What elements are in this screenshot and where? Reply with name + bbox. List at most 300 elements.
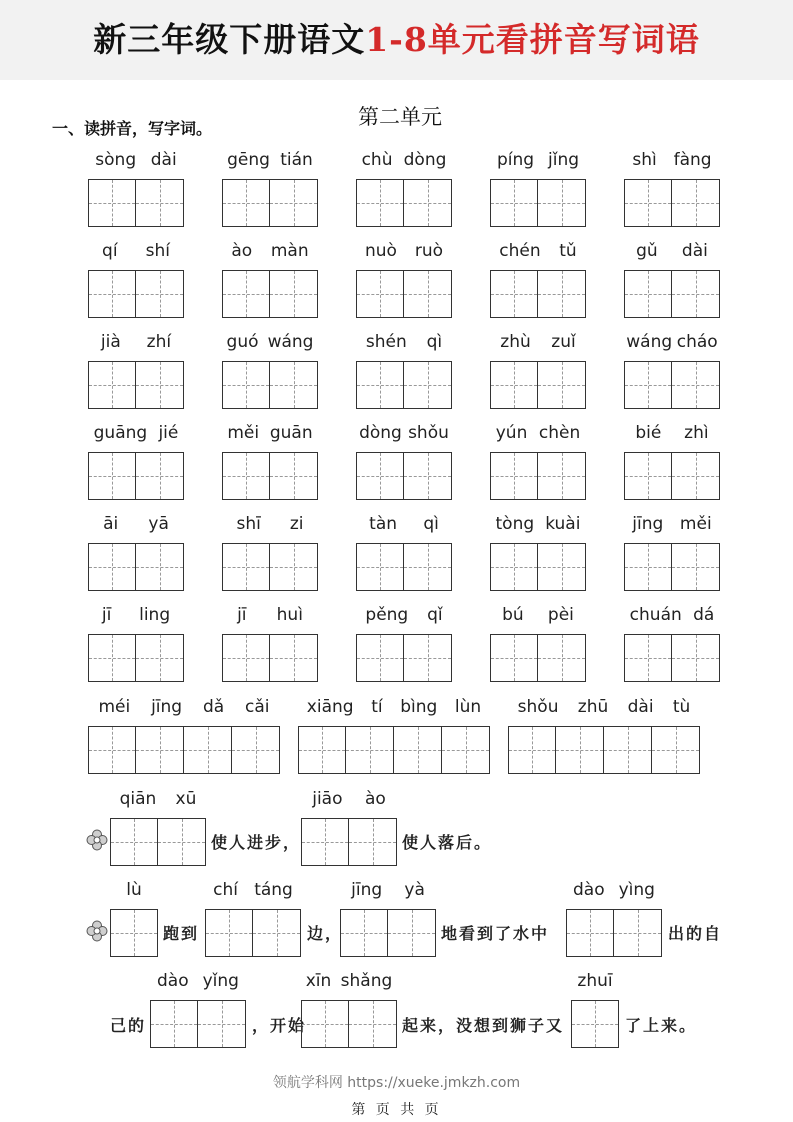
pinyin-syllable: gǔ	[636, 241, 658, 261]
pinyin-syllable: cháo	[676, 332, 718, 352]
writing-cell[interactable]	[136, 179, 184, 227]
writing-cell[interactable]	[404, 452, 452, 500]
pinyin-line	[88, 514, 184, 534]
word-item	[624, 423, 720, 503]
writing-cell[interactable]	[404, 270, 452, 318]
writing-cell[interactable]	[270, 270, 318, 318]
word-item	[356, 514, 452, 594]
writing-cell[interactable]	[652, 726, 700, 774]
word-item	[624, 514, 720, 594]
writing-cell[interactable]	[490, 179, 538, 227]
writing-cell[interactable]	[301, 818, 349, 866]
sentence-text: 地看到了水中	[441, 924, 550, 943]
pinyin-syllable: tián	[280, 150, 313, 170]
pinyin-syllable: dào	[157, 971, 189, 991]
writing-cell[interactable]	[198, 1000, 246, 1048]
pinyin-line	[88, 241, 184, 261]
pinyin-line	[624, 241, 720, 261]
pinyin-syllable: zhuī	[577, 971, 613, 991]
title-red: 1-8单元看拼音写词语	[365, 20, 700, 59]
pinyin-syllable: jīng	[351, 880, 383, 900]
writing-cell[interactable]	[136, 543, 184, 591]
writing-cell[interactable]	[222, 543, 270, 591]
pinyin-syllable: ào	[364, 789, 386, 809]
pinyin-syllable: qǐ	[427, 605, 443, 625]
pinyin-syllable: měi	[679, 514, 712, 534]
page-title	[0, 14, 793, 61]
pinyin-syllable: nuò	[364, 241, 397, 261]
pinyin-syllable: shǒu	[408, 423, 449, 443]
pinyin-line	[301, 971, 397, 991]
writing-boxes	[490, 179, 586, 227]
pinyin-syllable: pěng	[365, 605, 409, 625]
page-number: 第 页 共 页	[351, 1102, 442, 1118]
writing-cell[interactable]	[571, 1000, 619, 1048]
writing-cell[interactable]	[253, 909, 301, 957]
pinyin-syllable: cǎi	[245, 697, 270, 717]
writing-cell[interactable]	[442, 726, 490, 774]
pinyin-syllable: shén	[365, 332, 407, 352]
fill-in-blank	[340, 880, 436, 960]
writing-cell[interactable]	[301, 1000, 349, 1048]
pinyin-syllable: zhù	[500, 332, 531, 352]
pinyin-syllable: huì	[276, 605, 303, 625]
writing-boxes	[624, 543, 720, 591]
writing-cell[interactable]	[136, 270, 184, 318]
pinyin-syllable: sòng	[95, 150, 137, 170]
pinyin-syllable: yìng	[618, 880, 655, 900]
word-item	[624, 150, 720, 230]
word-item	[356, 241, 452, 321]
pinyin-syllable: zhí	[146, 332, 172, 352]
pinyin-syllable: chèn	[538, 423, 581, 443]
word-item	[624, 605, 720, 685]
pinyin-line	[490, 423, 586, 443]
title-black: 新三年级下册语文	[93, 20, 366, 59]
writing-cell[interactable]	[340, 909, 388, 957]
writing-cell[interactable]	[490, 361, 538, 409]
pinyin-syllable: yún	[495, 423, 528, 443]
writing-cell[interactable]	[556, 726, 604, 774]
writing-cell[interactable]	[404, 179, 452, 227]
pinyin-syllable: zuǐ	[551, 332, 576, 352]
pinyin-line	[222, 332, 318, 352]
fill-in-blank	[301, 971, 397, 1051]
pinyin-line	[490, 150, 586, 170]
fill-in-blank	[150, 971, 246, 1051]
writing-cell[interactable]	[624, 179, 672, 227]
pinyin-syllable: shí	[145, 241, 170, 261]
pinyin-line	[490, 241, 586, 261]
writing-boxes	[205, 909, 301, 957]
writing-cell[interactable]	[624, 361, 672, 409]
pinyin-line	[222, 150, 318, 170]
writing-boxes	[222, 634, 318, 682]
writing-cell[interactable]	[184, 726, 232, 774]
pinyin-syllable: dá	[693, 605, 715, 625]
writing-cell[interactable]	[490, 634, 538, 682]
pinyin-line	[88, 150, 184, 170]
writing-cell[interactable]	[222, 634, 270, 682]
pinyin-syllable: dǎ	[202, 697, 225, 717]
pinyin-syllable: jī	[237, 605, 247, 625]
writing-cell[interactable]	[356, 361, 404, 409]
idiom-item	[508, 697, 700, 777]
sentence-text: 使人进步，	[211, 833, 302, 852]
pinyin-syllable: ruò	[414, 241, 444, 261]
pinyin-syllable: chuán	[629, 605, 682, 625]
writing-boxes	[88, 726, 280, 774]
writing-cell[interactable]	[232, 726, 280, 774]
writing-cell[interactable]	[150, 1000, 198, 1048]
pinyin-syllable: jǐng	[548, 150, 580, 170]
writing-cell[interactable]	[110, 818, 158, 866]
fill-in-blank	[301, 789, 397, 869]
pinyin-syllable: xīn	[305, 971, 332, 991]
writing-cell[interactable]	[404, 634, 452, 682]
word-item	[490, 241, 586, 321]
pinyin-syllable: měi	[227, 423, 260, 443]
pinyin-syllable: chén	[499, 241, 541, 261]
pinyin-syllable: lùn	[454, 697, 482, 717]
sentence-text: 跑到	[163, 924, 200, 943]
writing-boxes	[88, 543, 184, 591]
pinyin-syllable: chù	[361, 150, 393, 170]
pinyin-syllable: qì	[423, 514, 439, 534]
writing-boxes	[490, 361, 586, 409]
writing-boxes	[490, 452, 586, 500]
pinyin-syllable: wáng	[267, 332, 314, 352]
pinyin-syllable: jié	[158, 423, 179, 443]
pinyin-syllable: yā	[148, 514, 169, 534]
pinyin-line	[88, 605, 184, 625]
pinyin-syllable: méi	[98, 697, 131, 717]
word-item	[624, 332, 720, 412]
writing-boxes	[88, 452, 184, 500]
word-item	[356, 150, 452, 230]
writing-cell[interactable]	[136, 634, 184, 682]
writing-cell[interactable]	[672, 634, 720, 682]
pinyin-syllable: dòng	[359, 423, 402, 443]
sentence-text: 己的	[110, 1016, 147, 1035]
writing-boxes	[222, 452, 318, 500]
pinyin-line	[624, 605, 720, 625]
writing-cell[interactable]	[538, 361, 586, 409]
pinyin-syllable: jīng	[151, 697, 183, 717]
word-item	[356, 423, 452, 503]
word-item	[88, 150, 184, 230]
writing-cell[interactable]	[538, 543, 586, 591]
pinyin-syllable: píng	[496, 150, 535, 170]
pinyin-line	[356, 605, 452, 625]
writing-boxes	[356, 543, 452, 591]
pinyin-syllable: zhì	[684, 423, 709, 443]
pinyin-syllable: qiān	[119, 789, 157, 809]
writing-cell[interactable]	[538, 452, 586, 500]
pinyin-line	[222, 423, 318, 443]
pinyin-syllable: jī	[101, 605, 112, 625]
pinyin-syllable: shǎng	[340, 971, 393, 991]
writing-cell[interactable]	[88, 270, 136, 318]
pinyin-syllable: jīng	[632, 514, 664, 534]
pinyin-syllable: gēng	[227, 150, 270, 170]
writing-cell[interactable]	[538, 179, 586, 227]
writing-boxes	[298, 726, 490, 774]
writing-boxes	[110, 909, 158, 957]
writing-cell[interactable]	[88, 452, 136, 500]
word-item	[490, 332, 586, 412]
writing-cell[interactable]	[356, 634, 404, 682]
pinyin-line	[624, 332, 720, 352]
writing-cell[interactable]	[624, 452, 672, 500]
pinyin-line	[110, 789, 206, 809]
sentence-text: 边，	[307, 924, 344, 943]
writing-boxes	[490, 270, 586, 318]
pinyin-line	[222, 605, 318, 625]
header-banner	[0, 0, 793, 80]
pinyin-syllable: guó	[226, 332, 259, 352]
writing-cell[interactable]	[270, 634, 318, 682]
pinyin-line	[88, 423, 184, 443]
writing-boxes	[490, 634, 586, 682]
pinyin-syllable: shǒu	[517, 697, 559, 717]
word-item	[222, 241, 318, 321]
pinyin-syllable: fàng	[673, 150, 712, 170]
writing-cell[interactable]	[356, 452, 404, 500]
writing-cell[interactable]	[394, 726, 442, 774]
sentence-text: ，开始	[252, 1016, 307, 1035]
pinyin-line	[222, 241, 318, 261]
pinyin-line	[356, 423, 452, 443]
pinyin-syllable: táng	[254, 880, 293, 900]
pinyin-syllable: guāng	[93, 423, 148, 443]
writing-cell[interactable]	[404, 361, 452, 409]
pinyin-line	[356, 332, 452, 352]
writing-cell[interactable]	[222, 179, 270, 227]
writing-cell[interactable]	[404, 543, 452, 591]
pinyin-line	[298, 697, 490, 717]
pinyin-syllable: jià	[100, 332, 121, 352]
pinyin-syllable: dài	[681, 241, 708, 261]
pinyin-syllable: dào	[573, 880, 605, 900]
sentence-text: 使人落后。	[402, 833, 493, 852]
writing-cell[interactable]	[270, 543, 318, 591]
idiom-item	[88, 697, 280, 777]
writing-cell[interactable]	[356, 270, 404, 318]
writing-cell[interactable]	[349, 818, 397, 866]
writing-cell[interactable]	[672, 361, 720, 409]
writing-boxes	[624, 634, 720, 682]
word-item	[88, 605, 184, 685]
writing-cell[interactable]	[356, 543, 404, 591]
pinyin-syllable: qí	[102, 241, 118, 261]
writing-boxes	[88, 361, 184, 409]
pinyin-syllable: tù	[672, 697, 691, 717]
writing-cell[interactable]	[136, 361, 184, 409]
pinyin-syllable: zhū	[577, 697, 609, 717]
writing-boxes	[88, 634, 184, 682]
pinyin-line	[88, 332, 184, 352]
writing-cell[interactable]	[490, 543, 538, 591]
writing-cell[interactable]	[624, 270, 672, 318]
pinyin-syllable: wáng	[626, 332, 673, 352]
writing-boxes	[356, 270, 452, 318]
writing-cell[interactable]	[490, 270, 538, 318]
word-item	[222, 332, 318, 412]
writing-boxes	[624, 452, 720, 500]
writing-cell[interactable]	[672, 179, 720, 227]
section-heading: 一、读拼音，写字词。	[52, 119, 213, 138]
writing-cell[interactable]	[538, 634, 586, 682]
writing-boxes	[624, 361, 720, 409]
word-item	[222, 605, 318, 685]
pinyin-syllable: bié	[635, 423, 662, 443]
sentence-text: 了上来。	[625, 1016, 698, 1035]
unit-title: 第二单元	[358, 105, 442, 129]
writing-cell[interactable]	[222, 452, 270, 500]
writing-cell[interactable]	[490, 452, 538, 500]
pinyin-line	[222, 514, 318, 534]
writing-cell[interactable]	[356, 179, 404, 227]
writing-cell[interactable]	[508, 726, 556, 774]
pinyin-syllable: dòng	[403, 150, 447, 170]
pinyin-syllable: màn	[270, 241, 309, 261]
writing-cell[interactable]	[346, 726, 394, 774]
word-item	[222, 423, 318, 503]
writing-cell[interactable]	[270, 179, 318, 227]
writing-cell[interactable]	[388, 909, 436, 957]
writing-boxes	[356, 179, 452, 227]
word-item	[88, 332, 184, 412]
pinyin-line	[490, 514, 586, 534]
writing-boxes	[110, 818, 206, 866]
pinyin-line	[490, 332, 586, 352]
pinyin-line	[356, 150, 452, 170]
word-item	[356, 605, 452, 685]
pinyin-syllable: bú	[502, 605, 524, 625]
writing-cell[interactable]	[538, 270, 586, 318]
writing-cell[interactable]	[624, 634, 672, 682]
pinyin-syllable: guān	[269, 423, 313, 443]
pinyin-syllable: tàn	[369, 514, 398, 534]
word-item	[222, 514, 318, 594]
pinyin-line	[110, 880, 158, 900]
pinyin-syllable: dài	[627, 697, 654, 717]
fill-in-blank	[110, 789, 206, 869]
word-item	[624, 241, 720, 321]
writing-cell[interactable]	[88, 543, 136, 591]
writing-boxes	[301, 1000, 397, 1048]
writing-boxes	[508, 726, 700, 774]
pinyin-syllable: shì	[632, 150, 657, 170]
pinyin-line	[356, 514, 452, 534]
writing-cell[interactable]	[672, 452, 720, 500]
pinyin-syllable: tǔ	[559, 241, 577, 261]
pinyin-syllable: dài	[150, 150, 177, 170]
pinyin-syllable: pèi	[547, 605, 574, 625]
writing-boxes	[301, 818, 397, 866]
footer-url: 领航学科网 https://xueke.jmkzh.com	[272, 1075, 521, 1091]
writing-cell[interactable]	[222, 361, 270, 409]
writing-cell[interactable]	[672, 270, 720, 318]
pinyin-line	[88, 697, 280, 717]
pinyin-line	[150, 971, 246, 991]
writing-cell[interactable]	[88, 179, 136, 227]
writing-boxes	[88, 270, 184, 318]
word-item	[88, 514, 184, 594]
writing-cell[interactable]	[566, 909, 614, 957]
writing-cell[interactable]	[136, 726, 184, 774]
writing-cell[interactable]	[88, 726, 136, 774]
pinyin-syllable: zi	[289, 514, 304, 534]
writing-cell[interactable]	[222, 270, 270, 318]
writing-cell[interactable]	[672, 543, 720, 591]
writing-cell[interactable]	[270, 452, 318, 500]
word-item	[88, 423, 184, 503]
pinyin-syllable: xū	[175, 789, 197, 809]
writing-cell[interactable]	[110, 909, 158, 957]
word-item	[490, 423, 586, 503]
pinyin-line	[301, 789, 397, 809]
writing-boxes	[356, 452, 452, 500]
writing-boxes	[222, 179, 318, 227]
writing-cell[interactable]	[88, 634, 136, 682]
writing-cell[interactable]	[624, 543, 672, 591]
fill-in-blank	[110, 880, 158, 960]
fill-in-blank	[571, 971, 619, 1051]
pinyin-line	[340, 880, 436, 900]
flower-icon	[86, 829, 108, 851]
pinyin-syllable: yǐng	[202, 971, 239, 991]
flower-icon	[86, 920, 108, 942]
word-item	[490, 150, 586, 230]
pinyin-line	[566, 880, 662, 900]
writing-boxes	[88, 179, 184, 227]
writing-cell[interactable]	[614, 909, 662, 957]
pinyin-line	[490, 605, 586, 625]
pinyin-syllable: lù	[126, 880, 142, 900]
pinyin-syllable: chí	[213, 880, 238, 900]
pinyin-line	[624, 514, 720, 534]
word-item	[490, 514, 586, 594]
writing-boxes	[571, 1000, 619, 1048]
fill-in-blank	[566, 880, 662, 960]
pinyin-syllable: tí	[371, 697, 383, 717]
writing-cell[interactable]	[205, 909, 253, 957]
writing-cell[interactable]	[604, 726, 652, 774]
writing-cell[interactable]	[270, 361, 318, 409]
writing-cell[interactable]	[298, 726, 346, 774]
pinyin-syllable: bìng	[400, 697, 438, 717]
writing-cell[interactable]	[158, 818, 206, 866]
writing-boxes	[566, 909, 662, 957]
pinyin-syllable: ào	[231, 241, 253, 261]
writing-cell[interactable]	[349, 1000, 397, 1048]
writing-cell[interactable]	[88, 361, 136, 409]
writing-boxes	[222, 543, 318, 591]
pinyin-syllable: qì	[426, 332, 443, 352]
sentence-text: 出的自	[668, 924, 723, 943]
pinyin-line	[356, 241, 452, 261]
writing-boxes	[356, 634, 452, 682]
pinyin-line	[508, 697, 700, 717]
writing-boxes	[490, 543, 586, 591]
pinyin-syllable: xiāng	[306, 697, 354, 717]
writing-boxes	[624, 179, 720, 227]
pinyin-line	[624, 150, 720, 170]
writing-cell[interactable]	[136, 452, 184, 500]
idiom-item	[298, 697, 490, 777]
